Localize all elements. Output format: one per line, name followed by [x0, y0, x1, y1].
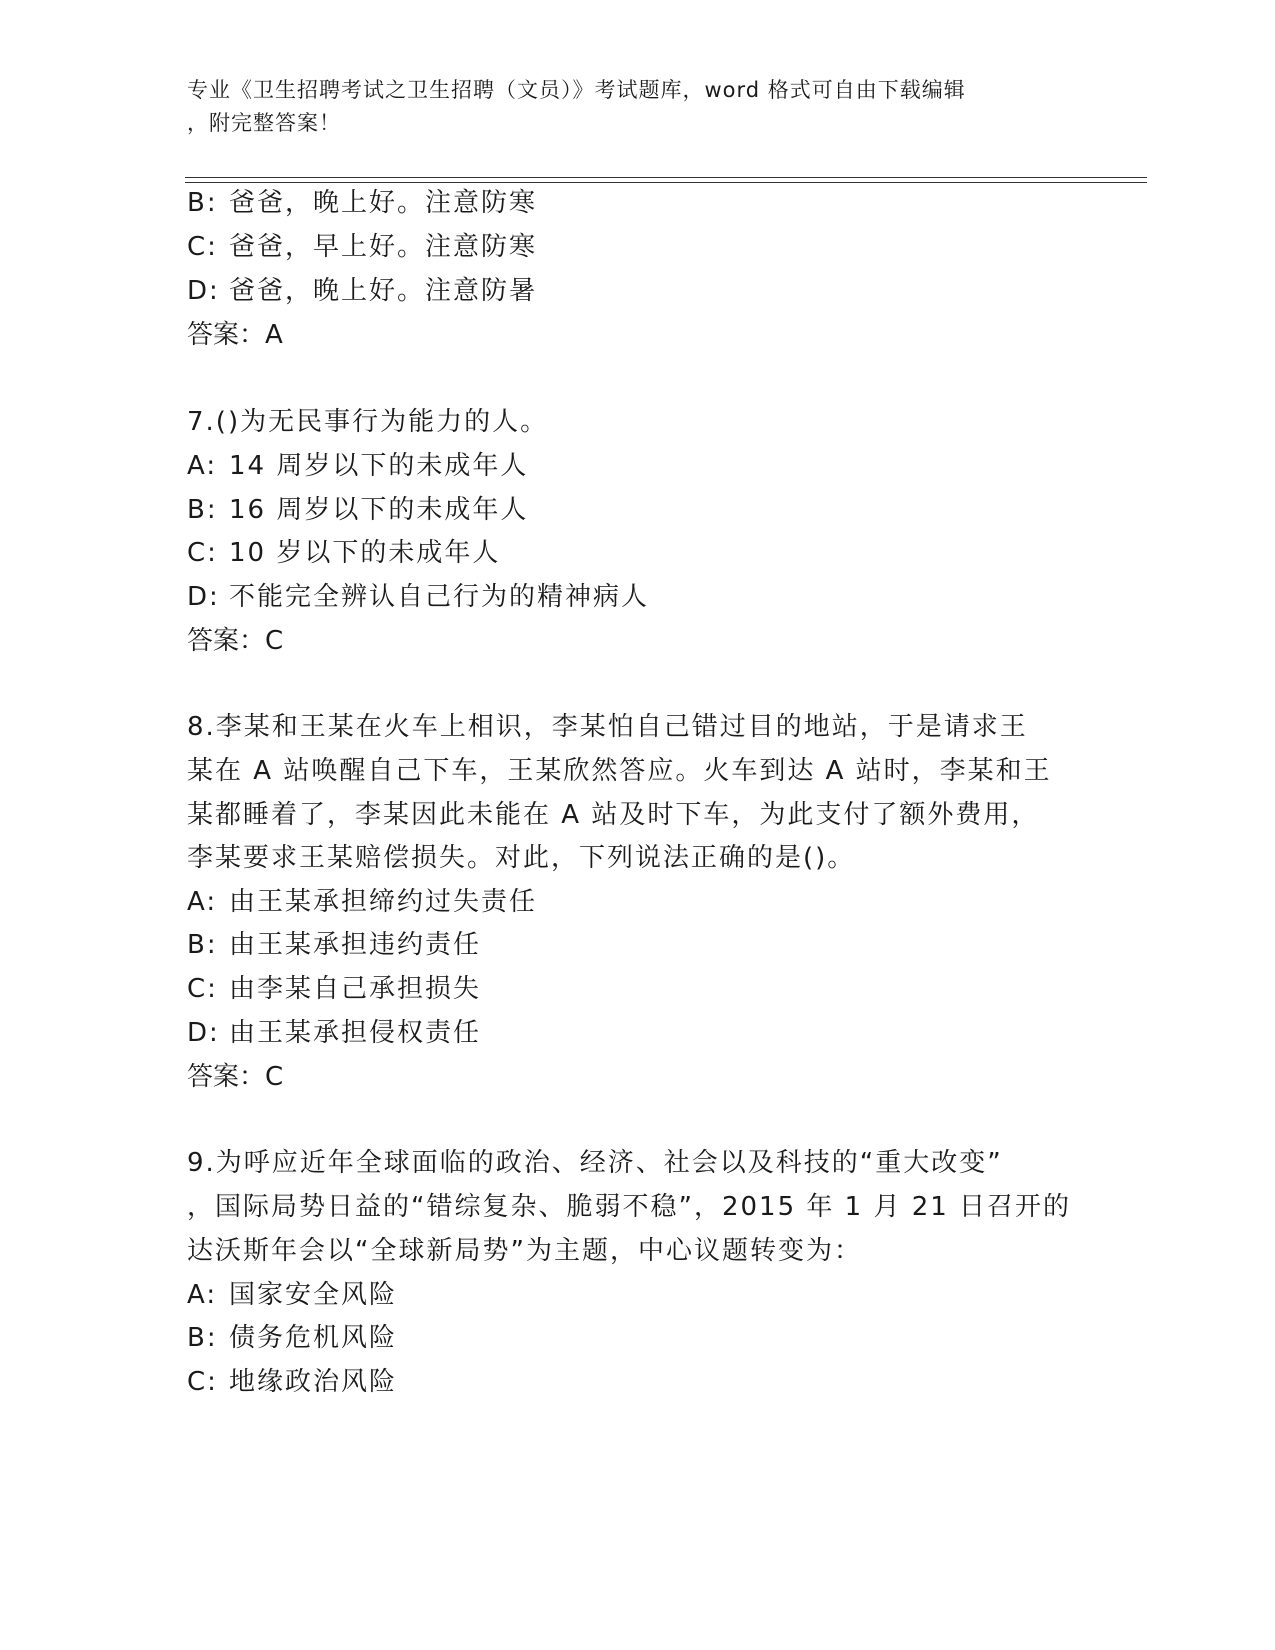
option-label: A:	[187, 1280, 218, 1310]
option-line	[187, 974, 481, 1004]
question-stem-line: 李某要求王某赔偿损失。对此，下列说法正确的是()。	[187, 843, 856, 873]
option-label: C:	[187, 232, 218, 262]
option-line	[187, 451, 528, 481]
option-text: 14 周岁以下的未成年人	[229, 451, 529, 481]
option-label: A:	[187, 451, 218, 481]
option-line	[187, 495, 528, 525]
question-stem-line: 达沃斯年会以“全球新局势”为主题，中心议题转变为：	[187, 1236, 862, 1266]
option-label: B:	[187, 1323, 218, 1353]
option-label: C:	[187, 538, 218, 568]
question-stem-line: 8.李某和王某在火车上相识，李某怕自己错过目的地站，于是请求王	[187, 712, 1028, 742]
option-label: D:	[187, 1018, 220, 1048]
question-stem-line: 某都睡着了，李某因此未能在 A 站及时下车，为此支付了额外费用，	[187, 800, 1040, 830]
header-divider-top	[185, 177, 1147, 178]
option-line	[187, 1323, 397, 1353]
option-line	[187, 1018, 481, 1048]
answer-line: 答案：A	[187, 320, 283, 350]
option-text: 不能完全辨认自己行为的精神病人	[229, 582, 650, 612]
option-line	[187, 1367, 397, 1397]
option-text: 债务危机风险	[229, 1323, 398, 1353]
option-label: B:	[187, 188, 218, 218]
option-label: D:	[187, 276, 220, 306]
option-line	[187, 276, 537, 306]
option-line	[187, 1280, 397, 1310]
option-text: 由李某自己承担损失	[229, 974, 482, 1004]
option-text: 爸爸，早上好。注意防寒	[229, 232, 538, 262]
option-label: A:	[187, 887, 218, 917]
document-header	[187, 74, 1087, 140]
header-line-1: 专业《卫生招聘考试之卫生招聘（文员）》考试题库，word 格式可自由下载编辑	[187, 78, 966, 102]
header-line-2: ，附完整答案！	[187, 111, 341, 135]
option-line	[187, 582, 649, 612]
question-stem-line: 某在 A 站唤醒自己下车，王某欣然答应。火车到达 A 站时，李某和王	[187, 756, 1052, 786]
option-text: 由王某承担侵权责任	[229, 1018, 482, 1048]
question-stem-line: 9.为呼应近年全球面临的政治、经济、社会以及科技的“重大改变”	[187, 1148, 1003, 1178]
option-text: 国家安全风险	[229, 1280, 398, 1310]
option-text: 爸爸，晚上好。注意防寒	[229, 188, 538, 218]
option-text: 爸爸，晚上好。注意防暑	[229, 276, 538, 306]
option-label: B:	[187, 930, 218, 960]
question-stem-line: ，国际局势日益的“错综复杂、脆弱不稳”，2015 年 1 月 21 日召开的	[187, 1192, 1072, 1222]
option-line	[187, 188, 537, 218]
option-line	[187, 887, 537, 917]
answer-line: 答案：C	[187, 626, 284, 656]
option-label: D:	[187, 582, 220, 612]
option-label: C:	[187, 974, 218, 1004]
header-divider-bottom	[185, 182, 1147, 183]
option-text: 由王某承担违约责任	[229, 930, 482, 960]
option-line	[187, 930, 481, 960]
option-line	[187, 538, 500, 568]
option-text: 由王某承担缔约过失责任	[229, 887, 538, 917]
question-stem-line: 7.()为无民事行为能力的人。	[187, 407, 549, 437]
option-text: 10 岁以下的未成年人	[229, 538, 501, 568]
answer-line: 答案：C	[187, 1062, 284, 1092]
option-label: C:	[187, 1367, 218, 1397]
option-label: B:	[187, 495, 218, 525]
option-line	[187, 232, 537, 262]
option-text: 地缘政治风险	[229, 1367, 398, 1397]
option-text: 16 周岁以下的未成年人	[229, 495, 529, 525]
